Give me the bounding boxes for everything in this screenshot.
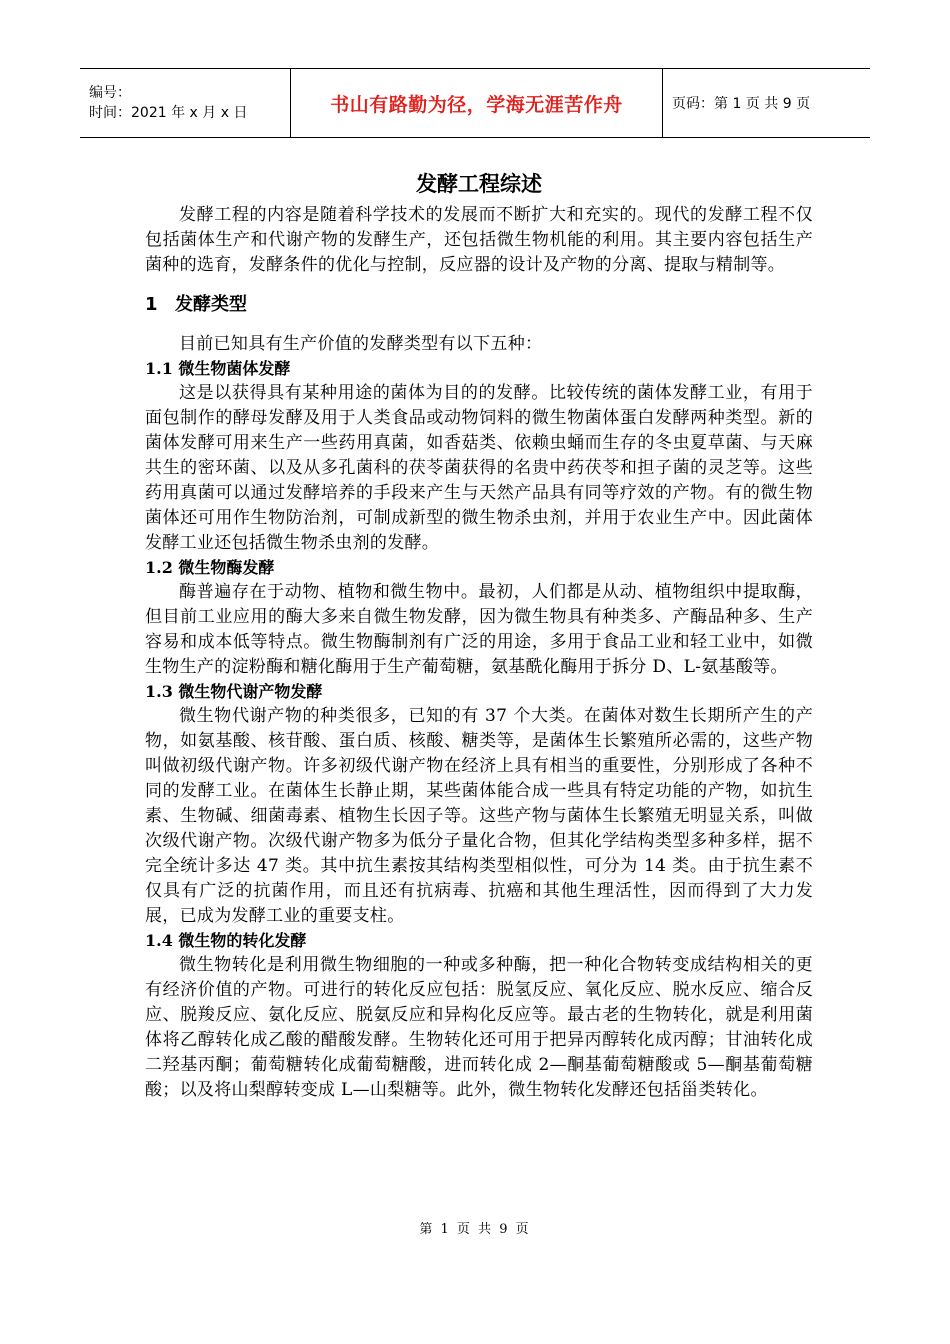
subsection-heading-1-2: 1.2 微生物酶发酵 [145, 558, 275, 577]
intro-paragraph: 发酵工程的内容是随着科学技术的发展而不断扩大和充实的。现代的发酵工程不仅包括菌体生产和代谢产物的发酵生产，还包括微生物机能的利用。其主要内容包括生产菌种的选育，发酵条件的优化与控制，反应器的设计及产物的分离、提取与精制等。 [145, 205, 813, 275]
document-header [80, 68, 870, 138]
header-page-info: 页码：第 1 页 共 9 页 [672, 96, 811, 112]
document-title: 发酵工程综述 [416, 172, 542, 196]
header-motto: 书山有路勤为径，学海无涯苦作舟 [330, 93, 623, 116]
document-number-label: 编号： [89, 85, 131, 101]
subsection-body-1-3: 微生物代谢产物的种类很多，已知的有 37 个大类。在菌体对数生长期所产生的产物，如氨基酸、核苷酸、蛋白质、核酸、糖类等，是菌体生长繁殖所必需的，这些产物叫做初级代谢产物。许多初级代谢产物在经济上具有相当的重要性，分别形成了各种不同的发酵工业。在菌体生长静止期，某些菌体能合成一些具有特定功能的产物，如抗生素、生物碱、细菌毒素、植物生长因子等。这些产物与菌体生长繁殖无明显关系，叫做次级代谢产物。次级代谢产物多为低分子量化合物，但其化学结构类型多种多样，据不完全统计多达 47 类。其中抗生素按其结构类型相似性，可分为 14 类。由于抗生素不仅具有广泛的抗菌作用，而且还有抗病毒、抗癌和其他生理活性，因而得到了大力发展，已成为发酵工业的重要支柱。 [145, 706, 813, 926]
document-body [145, 165, 813, 1103]
header-motto-cell [290, 69, 663, 137]
section-title: 发酵类型 [175, 294, 247, 315]
section-heading [145, 278, 813, 332]
subsection-body-1-2: 酶普遍存在于动物、植物和微生物中。最初，人们都是从动、植物组织中提取酶，但目前工业应用的酶大多来自微生物发酵，因为微生物具有种类多、产酶品种多、生产容易和成本低等特点。微生物酶制剂有广泛的用途，多用于食品工业和轻工业中，如微生物生产的淀粉酶和糖化酶用于生产葡萄糖，氨基酰化酶用于拆分 D、L-氨基酸等。 [145, 582, 813, 677]
section-number: 1 [145, 294, 158, 315]
subsection-heading-1-1: 1.1 微生物菌体发酵 [145, 359, 291, 378]
section-lead-paragraph: 目前已知具有生产价值的发酵类型有以下五种： [179, 334, 543, 354]
header-meta [80, 69, 290, 137]
document-time-label: 时间：2021 年 x 月 x 日 [89, 105, 248, 121]
subsection-body-1-1: 这是以获得具有某种用途的菌体为目的的发酵。比较传统的菌体发酵工业，有用于面包制作的酵母发酵及用于人类食品或动物饲料的微生物菌体蛋白发酵两种类型。新的菌体发酵可用来生产一些药用真菌，如香菇类、依赖虫蛹而生存的冬虫夏草菌、与天麻共生的密环菌、以及从多孔菌科的茯苓菌获得的名贵中药茯苓和担子菌的灵芝等。这些药用真菌可以通过发酵培养的手段来产生与天然产品具有同等疗效的产物。有的微生物菌体还可用作生物防治剂，可制成新型的微生物杀虫剂，并用于农业生产中。因此菌体发酵工业还包括微生物杀虫剂的发酵。 [145, 383, 813, 553]
subsection-heading-1-4: 1.4 微生物的转化发酵 [145, 931, 307, 950]
subsection-heading-1-3: 1.3 微生物代谢产物发酵 [145, 682, 323, 701]
subsection-body-1-4: 微生物转化是利用微生物细胞的一种或多种酶，把一种化合物转变成结构相关的更有经济价值的产物。可进行的转化反应包括：脱氢反应、氧化反应、脱水反应、缩合反应、脱羧反应、氨化反应、脱氨反应和异构化反应等。最古老的生物转化，就是利用菌体将乙醇转化成乙酸的醋酸发酵。生物转化还可用于把异丙醇转化成丙醇；甘油转化成二羟基丙酮；葡萄糖转化成葡萄糖酸，进而转化成 2—酮基葡萄糖酸或 5—酮基葡萄糖酸；以及将山梨醇转变成 L—山梨糖等。此外，微生物转化发酵还包括甾类转化。 [145, 955, 813, 1100]
page-footer: 第 1 页 共 9 页 [419, 1222, 531, 1237]
